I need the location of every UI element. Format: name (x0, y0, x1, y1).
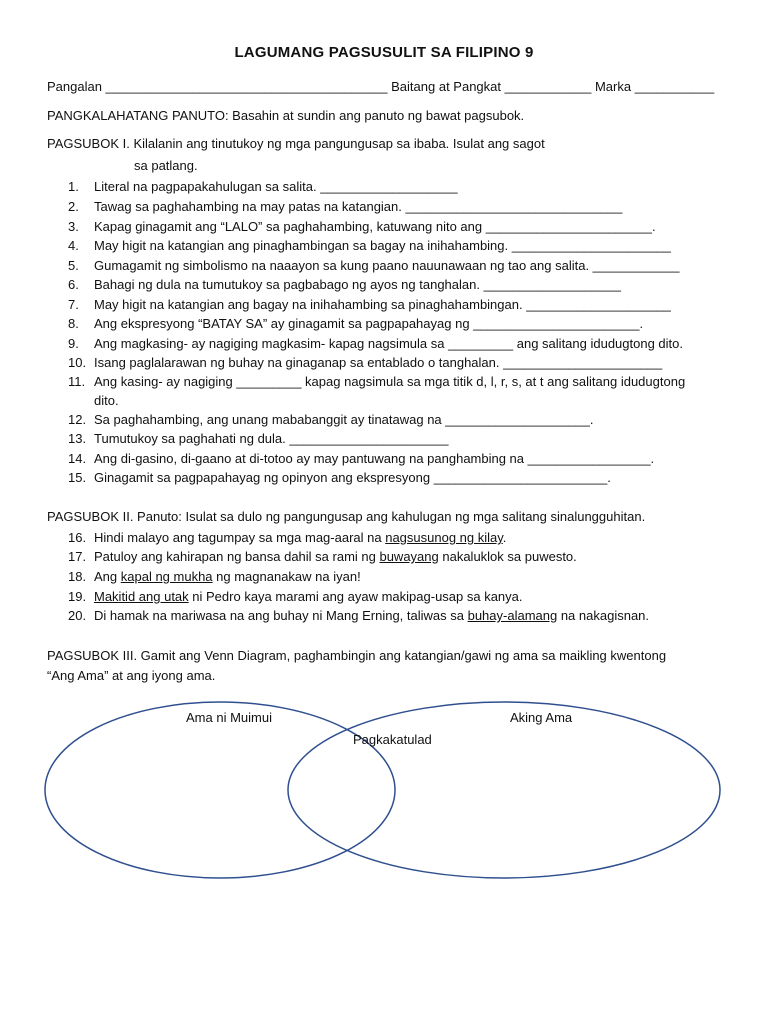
item-number: 19. (68, 589, 87, 604)
underlined-phrase: buwayang (379, 549, 439, 564)
item-text: Ang magkasing- ay nagiging magkasim- kapag nagsimula sa _________ ang salitang idudugtong dito. (94, 336, 684, 351)
item-text: Ang ekspresyong “BATAY SA” ay ginagamit sa pagpapahayag ng _______________________. (94, 316, 644, 331)
item-text-before: Hindi malayo ang tagumpay sa mga mag-aaral na (94, 530, 386, 545)
item-text: Gumagamit ng simbolismo na naaayon sa kung paano nauunawaan ng tao ang salita. ____________ (94, 258, 680, 273)
item-text-after: . (502, 530, 507, 545)
item-text: Ang kasing- ay nagiging _________ kapag nagsimula sa mga titik d, l, r, s, at t ang salitang idudugtong (94, 374, 686, 389)
test1-heading-continued: sa patlang. (134, 158, 198, 173)
venn-left-circle (45, 702, 395, 878)
item-text-before: Di hamak na mariwasa na ang buhay ni Mang Erning, taliwas sa (94, 608, 468, 623)
item-number: 9. (68, 336, 79, 351)
item-text: Kapag ginagamit ang “LALO” sa paghahambing, katuwang nito ang _______________________. (94, 219, 656, 234)
item-text-after: ng magnanakaw na iyan! (212, 569, 361, 584)
item-text: Sa paghahambing, ang unang mababanggit ay tinatawag na ____________________. (94, 412, 594, 427)
item-number: 13. (68, 431, 87, 446)
venn-right-label: Aking Ama (510, 710, 573, 725)
item-number: 7. (68, 297, 79, 312)
item-number: 18. (68, 569, 87, 584)
item-text: Tawag sa paghahambing na may patas na katangian. ______________________________ (94, 199, 623, 214)
item-text-after: na nakagisnan. (557, 608, 650, 623)
item-text: May higit na katangian ang pinaghambingan sa bagay na inihahambing. ______________________ (94, 238, 671, 253)
item-number: 1. (68, 179, 79, 194)
item-number: 20. (68, 608, 87, 623)
underlined-phrase: buhay-alamang (467, 608, 558, 623)
item-number: 3. (68, 219, 79, 234)
item-text-after: nakaluklok sa puwesto. (438, 549, 577, 564)
underlined-phrase: Makitid ang utak (94, 589, 189, 604)
item-number: 11. (68, 374, 86, 389)
item-text: Tumutukoy sa paghahati ng dula. ______________________ (94, 431, 449, 446)
test3-heading-continued: “Ang Ama” at ang iyong ama. (47, 668, 216, 683)
item-text: Ang di-gasino, di-gaano at di-totoo ay may pantuwang na panghambing na _________________. (94, 451, 655, 466)
name-grade-score-line: Pangalan _______________________________________ Baitang at Pangkat ____________ Marka ___________ (47, 79, 715, 94)
item-number: 17. (68, 549, 87, 564)
venn-middle-label: Pagkakatulad (353, 732, 432, 747)
underlined-phrase: kapal ng mukha (120, 569, 213, 584)
venn-left-label: Ama ni Muimui (186, 710, 272, 725)
item-number: 5. (68, 258, 79, 273)
item-text: Ginagamit sa pagpapahayag ng opinyon ang ekspresyong ________________________. (94, 470, 611, 485)
test2-heading: PAGSUBOK II. Panuto: Isulat sa dulo ng pangungusap ang kahulugan ng mga salitang sinalungguhitan. (47, 509, 646, 524)
item-number: 6. (68, 277, 79, 292)
item-number: 8. (68, 316, 79, 331)
item-number: 15. (68, 470, 87, 485)
venn-right-circle (288, 702, 720, 878)
test1-heading: PAGSUBOK I. Kilalanin ang tinutukoy ng mga pangungusap sa ibaba. Isulat ang sagot (47, 136, 545, 151)
general-instruction: PANGKALAHATANG PANUTO: Basahin at sundin ang panuto ng bawat pagsubok. (47, 108, 525, 123)
item-text: Isang paglalarawan ng buhay na ginaganap sa entablado o tanghalan. ______________________ (94, 355, 663, 370)
underlined-phrase: nagsusunog ng kilay (385, 530, 503, 545)
item-number: 16. (68, 530, 87, 545)
item-number: 4. (68, 238, 79, 253)
item-number: 12. (68, 412, 87, 427)
item-text-before: Patuloy ang kahirapan ng bansa dahil sa rami ng (94, 549, 380, 564)
item-number: 10. (68, 355, 87, 370)
item-text-after: ni Pedro kaya marami ang ayaw makipag-usap sa kanya. (188, 589, 523, 604)
item-number: 14. (68, 451, 87, 466)
page-title: LAGUMANG PAGSUSULIT SA FILIPINO 9 (234, 44, 534, 61)
item-text: May higit na katangian ang bagay na inihahambing sa pinaghahambingan. ____________________ (94, 297, 671, 312)
item-text: Bahagi ng dula na tumutukoy sa pagbabago ng ayos ng tanghalan. ___________________ (94, 277, 621, 292)
item-number: 2. (68, 199, 79, 214)
test3-heading: PAGSUBOK III. Gamit ang Venn Diagram, paghambingin ang katangian/gawi ng ama sa maikling kwentong (47, 648, 667, 663)
item-text: Literal na pagpapakahulugan sa salita. ___________________ (94, 179, 458, 194)
item-text-before: Ang (94, 569, 121, 584)
item-text-continued: dito. (94, 393, 119, 408)
